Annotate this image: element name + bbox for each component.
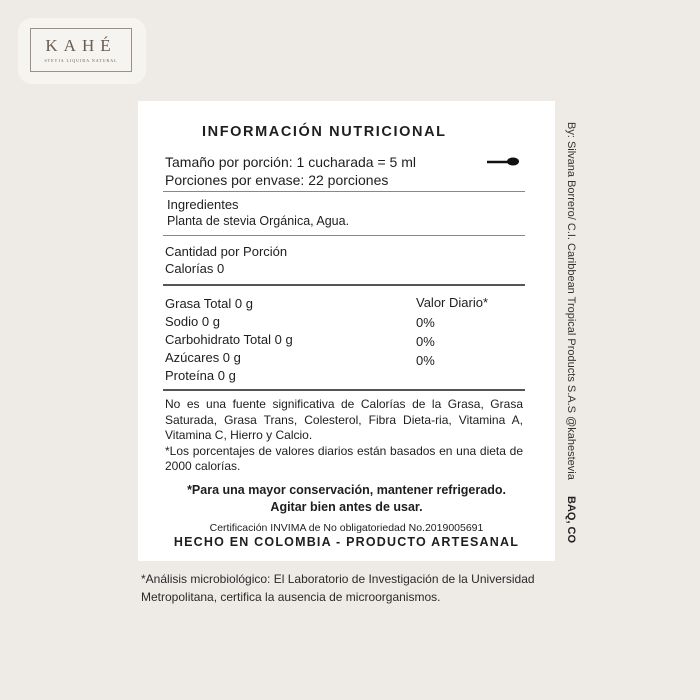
servings-per-container: Porciones por envase: 22 porciones <box>165 172 389 188</box>
storage-instructions <box>138 482 555 516</box>
side-credit: By: Silvana Borrero/ C.I. Caribbean Tropical Products S.A.S @kahestevia <box>565 122 577 480</box>
disclaimer-nonsignificant: No es una fuente significativa de Calorías de la Grasa, Grasa Saturada, Grasa Trans, Colesterol, Fibra Dieta-ria, Vitamina A, Vitamina C, Hierro y Calcio. <box>165 397 523 442</box>
storage-line: Agitar bien antes de usar. <box>270 500 423 514</box>
logo-frame <box>30 28 132 72</box>
certification: Certificación INVIMA de No obligatoriedad No.2019005691 <box>209 522 484 534</box>
daily-value: 0% <box>416 315 435 330</box>
daily-value: 0% <box>416 353 435 368</box>
calories: Calorías 0 <box>165 261 225 276</box>
spoon-icon <box>486 155 520 169</box>
ingredients-heading: Ingredientes <box>167 197 239 212</box>
nutrition-label <box>138 101 555 561</box>
divider <box>163 284 525 286</box>
divider <box>163 389 525 391</box>
daily-value: 0% <box>416 334 435 349</box>
brand-logo <box>18 18 146 84</box>
nutrient-list <box>165 295 293 385</box>
divider <box>163 191 525 192</box>
ingredients-text: Planta de stevia Orgánica, Agua. <box>167 214 350 228</box>
side-location: BAQ, CO <box>565 496 577 544</box>
divider <box>163 235 525 236</box>
logo-tagline: STEVIA LIQUIDA NATURAL <box>44 58 118 63</box>
nutrient-name: Proteína 0 g <box>165 368 236 383</box>
label-title: INFORMACIÓN NUTRICIONAL <box>202 124 447 140</box>
serving-size: Tamaño por porción: 1 cucharada = 5 ml <box>165 154 416 170</box>
storage-line: *Para una mayor conservación, mantener refrigerado. <box>187 483 506 497</box>
made-in-colombia: HECHO EN COLOMBIA - PRODUCTO ARTESANAL <box>173 535 520 549</box>
disclaimer-daily-values: *Los porcentajes de valores diarios están basados en una dieta de 2000 calorías. <box>165 443 523 473</box>
nutrient-name: Sodio 0 g <box>165 314 220 329</box>
daily-value-header: Valor Diario* <box>416 295 489 310</box>
nutrient-name: Azúcares 0 g <box>165 350 241 365</box>
nutrient-name: Carbohidrato Total 0 g <box>165 332 293 347</box>
disclaimer <box>165 397 523 475</box>
microbiology-footnote: *Análisis microbiológico: El Laboratorio de Investigación de la Universidad Metropolitana, certifica la ausencia de microorganismos. <box>141 572 535 604</box>
amount-per-serving: Cantidad por Porción <box>165 244 288 259</box>
serving-info <box>165 153 416 189</box>
logo-wordmark: KAHÉ <box>45 36 117 55</box>
nutrient-name: Grasa Total 0 g <box>165 296 253 311</box>
